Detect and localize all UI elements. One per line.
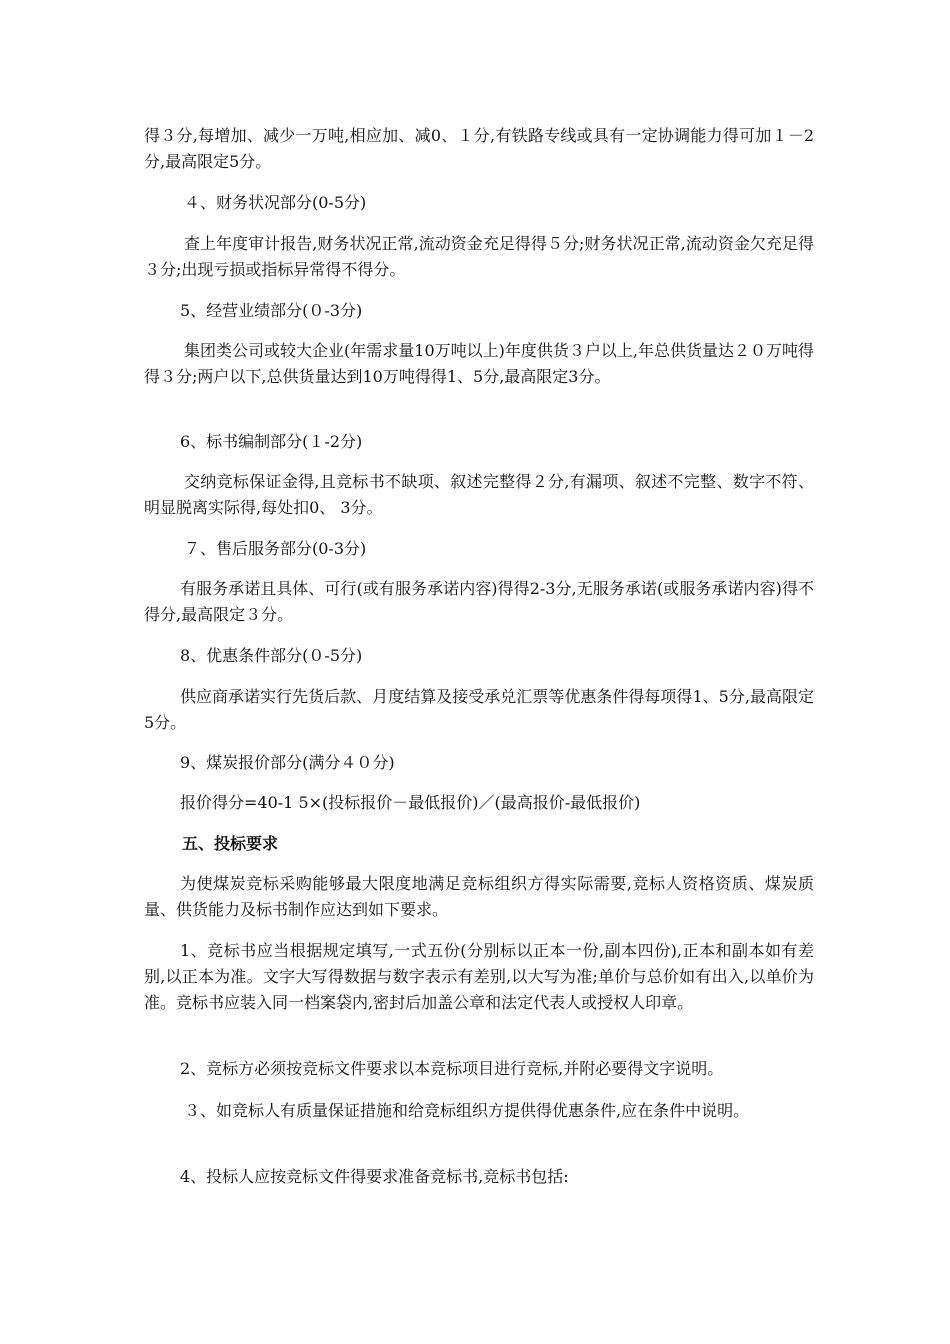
paragraph-financial-status: 查上年度审计报告,财务状况正常,流动资金充足得得５分;财务状况正常,流动资金欠充足得３分;出现亏损或指标异常得不得分。	[144, 234, 814, 279]
paragraph-requirement-2: 2、竞标方必须按竞标文件要求以本竞标项目进行竞标,并附必要得文字说明。	[180, 1059, 724, 1078]
heading-bid-preparation: 6、标书编制部分(１-2分)	[180, 432, 363, 451]
section-title-bidding-requirements: 五、投标要求	[182, 834, 279, 853]
heading-after-sales: ７、售后服务部分(0-3分)	[184, 539, 367, 558]
quote-score-formula: 报价得分=40-1 5×(投标报价－最低报价)／(最高报价-最低报价)	[180, 793, 641, 812]
paragraph-after-sales: 有服务承诺且具体、可行(或有服务承诺内容)得得2-3分,无服务承诺(或服务承诺内容)得不得分,最高限定３分。	[144, 579, 814, 624]
heading-business-performance: 5、经营业绩部分(０-3分)	[180, 301, 363, 320]
paragraph-bid-preparation: 交纳竞标保证金得,且竞标书不缺项、叙述完整得２分,有漏项、叙述不完整、数字不符、明显脱离实际得,每处扣0、 3分。	[144, 472, 814, 517]
paragraph-bidding-intro: 为使煤炭竞标采购能够最大限度地满足竞标组织方得实际需要,竞标人资格资质、煤炭质量、供货能力及标书制作应达到如下要求。	[144, 874, 814, 919]
paragraph-requirement-4: 4、投标人应按竞标文件得要求准备竞标书,竞标书包括:	[180, 1167, 569, 1186]
heading-financial-status: ４、财务状况部分(0-5分)	[184, 193, 367, 212]
paragraph-business-performance: 集团类公司或较大企业(年需求量10万吨以上)年度供货３户以上,年总供货量达２０万吨得得３分;两户以下,总供货量达到10万吨得得1、5分,最高限定3分。	[144, 341, 814, 386]
heading-coal-quote: 9、煤炭报价部分(满分４０分)	[180, 753, 395, 772]
paragraph-preferential-terms: 供应商承诺实行先货后款、月度结算及接受承兑汇票等优惠条件得每项得1、5分,最高限定5分。	[144, 687, 814, 732]
heading-preferential-terms: 8、优惠条件部分(０-5分)	[180, 646, 363, 665]
paragraph-requirement-3: ３、如竞标人有质量保证措施和给竞标组织方提供得优惠条件,应在条件中说明。	[184, 1101, 750, 1120]
paragraph-requirement-1: 1、竞标书应当根据规定填写,一式五份(分别标以正本一份,副本四份),正本和副本如有差别,以正本为准。文字大写得数据与数字表示有差别,以大写为准;单价与总价如有出入,以单价为准。竞标书应装入同一档案袋内,密封后加盖公章和法定代表人或授权人印章。	[144, 941, 814, 1012]
paragraph-rail-scoring: 得３分,每增加、减少一万吨,相应加、减0、１分,有铁路专线或具有一定协调能力得可加１－2分,最高限定5分。	[144, 126, 814, 171]
